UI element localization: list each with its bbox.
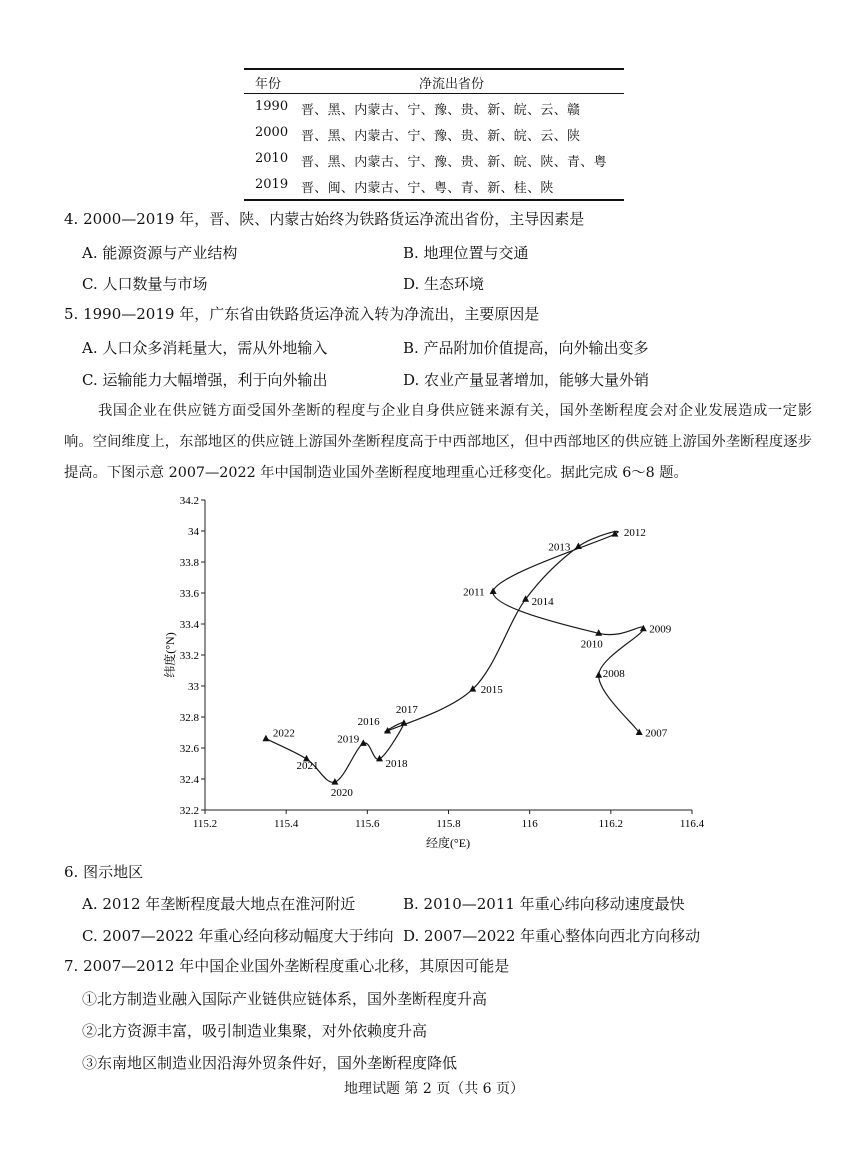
point-label-2019: 2019 <box>337 733 360 746</box>
y-tick-label: 32.6 <box>179 743 199 755</box>
table-cell-provinces: 晋、闽、内蒙古、宁、粤、青、新、桂、陕 <box>301 181 554 196</box>
y-tick-label: 33.4 <box>179 619 199 631</box>
table-cell-provinces: 晋、黑、内蒙古、宁、豫、贵、新、皖、云、陕 <box>301 129 581 144</box>
point-marker-2013 <box>575 543 582 550</box>
chart-axes <box>205 500 692 810</box>
centroid-migration-chart <box>160 488 720 856</box>
point-label-2020: 2020 <box>330 787 353 800</box>
table-cell-year: 1990 <box>255 99 289 114</box>
y-tick-label: 32.8 <box>179 712 199 724</box>
point-label-2018: 2018 <box>385 757 408 770</box>
point-markers <box>262 530 646 785</box>
question-5-option-d[interactable]: D. 农业产量显著增加，能够大量外销 <box>403 371 650 389</box>
y-tick-label: 33.2 <box>179 650 199 662</box>
table-header-provinces: 净流出省份 <box>419 77 485 92</box>
x-tick-group <box>193 810 705 830</box>
point-label-2009: 2009 <box>649 623 672 636</box>
point-label-2010: 2010 <box>580 638 603 651</box>
question-4-stem: 4. 2000—2019 年，晋、陕、内蒙古始终为铁路货运净流出省份，主导因素是 <box>64 210 585 228</box>
point-labels <box>273 527 672 799</box>
y-tick-label: 33 <box>188 681 199 693</box>
y-tick-label: 32.4 <box>179 774 199 786</box>
x-tick-label: 115.2 <box>192 818 218 830</box>
point-label-2011: 2011 <box>463 586 485 599</box>
point-marker-2018 <box>376 755 383 762</box>
point-label-2013: 2013 <box>548 541 571 554</box>
table-cell-year: 2019 <box>255 177 289 192</box>
y-tick-label: 34.2 <box>179 495 199 507</box>
question-6-option-a[interactable]: A. 2012 年垄断程度最大地点在淮河附近 <box>82 895 356 913</box>
question-6-option-d[interactable]: D. 2007—2022 年重心整体向西北方向移动 <box>403 927 701 945</box>
table-cell-year: 2010 <box>255 151 289 166</box>
question-6-option-c[interactable]: C. 2007—2022 年重心经向移动幅度大于纬向 <box>82 927 394 945</box>
y-tick-label: 33.8 <box>179 557 199 569</box>
question-5-option-c[interactable]: C. 运输能力大幅增强，利于向外输出 <box>82 371 328 389</box>
table-bottom-rule <box>244 199 624 201</box>
question-7-item-3: ③东南地区制造业因沿海外贸条件好，国外垄断程度降低 <box>82 1054 458 1072</box>
x-axis-label: 经度(°E) <box>425 836 471 850</box>
y-tick-label: 33.6 <box>179 588 199 600</box>
y-tick-label: 34 <box>188 526 199 538</box>
passage-text: 我国企业在供应链方面受国外垄断的程度与企业自身供应链来源有关，国外垄断程度会对企业发展造成一定影响。空间维度上，东部地区的供应链上游国外垄断程度高于中西部地区，但中西部地区的供应链上游国外垄断程度逐步提高。下图示意 2007—2022 年中国制造业国外垄断程度地理重心迁移变化。据此完成 6～8 题。 <box>64 403 812 481</box>
question-5-option-a[interactable]: A. 人口众多消耗量大，需从外地输入 <box>82 339 328 357</box>
question-4-option-c[interactable]: C. 人口数量与市场 <box>82 275 208 293</box>
point-label-2012: 2012 <box>623 527 646 540</box>
x-tick-label: 116.4 <box>679 818 705 830</box>
question-4-option-d[interactable]: D. 生态环境 <box>403 275 485 293</box>
table-row <box>244 125 624 145</box>
y-axis-label: 纬度(°N) <box>163 632 177 678</box>
question-6-stem: 6. 图示地区 <box>64 863 144 881</box>
table-cell-provinces: 晋、黑、内蒙古、宁、豫、贵、新、皖、陕、青、粤 <box>301 155 607 170</box>
table-header-rule <box>244 93 624 94</box>
question-5-stem: 5. 1990—2019 年，广东省由铁路货运净流入转为净流出，主要原因是 <box>64 305 540 323</box>
table-cell-year: 2000 <box>255 125 289 140</box>
point-label-2016: 2016 <box>357 716 380 728</box>
y-tick-label: 32.2 <box>179 805 199 817</box>
x-tick-label: 115.8 <box>436 818 461 830</box>
question-7-stem: 7. 2007—2012 年中国企业国外垄断程度重心北移，其原因可能是 <box>64 957 510 975</box>
point-label-2017: 2017 <box>395 704 418 717</box>
point-label-2007: 2007 <box>645 727 668 740</box>
x-tick-label: 115.4 <box>273 818 299 830</box>
question-7-item-2: ②北方资源丰富，吸引制造业集聚，对外依赖度升高 <box>82 1022 428 1040</box>
question-4-option-b[interactable]: B. 地理位置与交通 <box>403 244 529 262</box>
point-marker-2022 <box>262 735 269 742</box>
x-tick-label: 115.6 <box>355 818 380 830</box>
question-5-option-b[interactable]: B. 产品附加价值提高，向外输出变多 <box>403 339 649 357</box>
table-row <box>244 151 624 171</box>
table-header-year: 年份 <box>255 77 282 92</box>
table-row <box>244 99 624 119</box>
point-marker-2009 <box>640 625 647 632</box>
table-row <box>244 177 624 197</box>
point-label-2015: 2015 <box>480 684 503 697</box>
x-tick-label: 116 <box>521 818 538 830</box>
table-top-rule <box>244 68 624 70</box>
point-marker-2008 <box>595 671 602 678</box>
question-7-item-1: ①北方制造业融入国际产业链供应链体系，国外垄断程度升高 <box>82 990 488 1008</box>
point-label-2008: 2008 <box>602 668 625 681</box>
point-marker-2011 <box>490 588 497 595</box>
x-tick-label: 116.2 <box>598 818 624 830</box>
table-cell-provinces: 晋、黑、内蒙古、宁、豫、贵、新、皖、云、赣 <box>301 103 581 118</box>
point-label-2022: 2022 <box>272 727 295 740</box>
point-label-2021: 2021 <box>296 759 319 772</box>
page-footer: 地理试题 第 2 页（共 6 页） <box>343 1081 525 1097</box>
centroid-trajectory-line <box>266 531 643 782</box>
point-label-2014: 2014 <box>531 596 554 609</box>
y-tick-group <box>180 495 205 817</box>
question-4-option-a[interactable]: A. 能源资源与产业结构 <box>82 244 238 262</box>
question-6-option-b[interactable]: B. 2010—2011 年重心纬向移动速度最快 <box>403 895 685 913</box>
